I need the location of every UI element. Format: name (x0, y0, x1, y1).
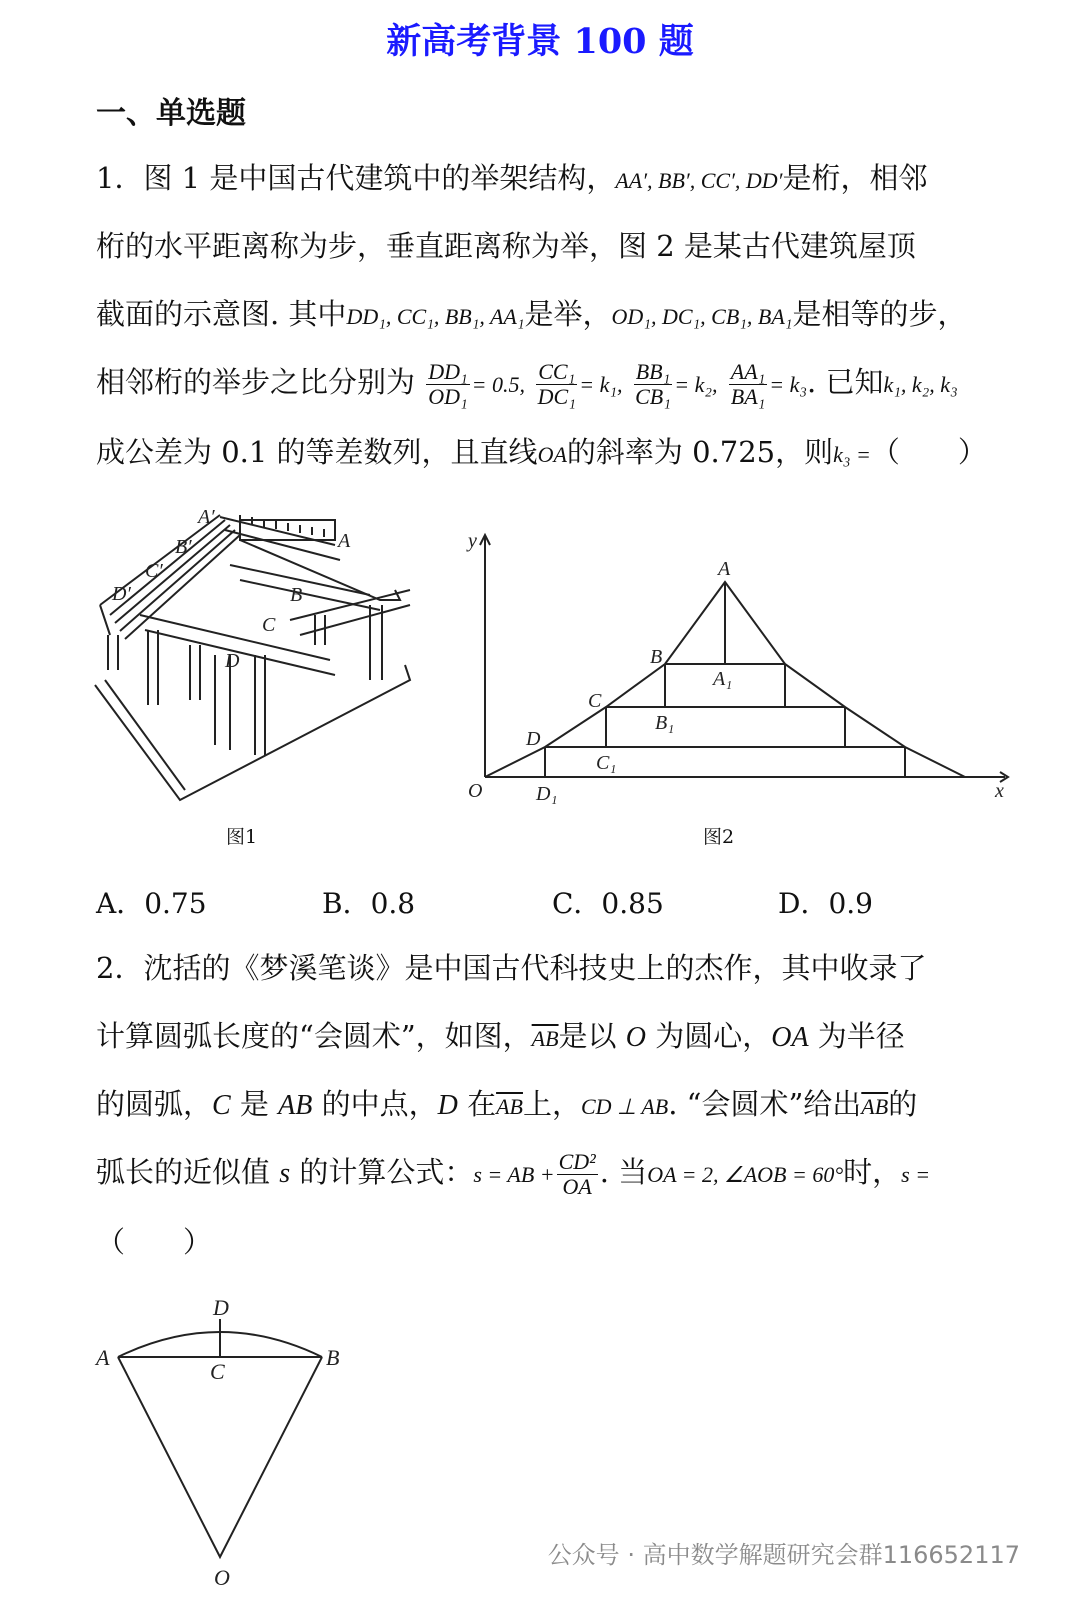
q2-line-1: 2．沈括的《梦溪笔谈》是中国古代科技史上的杰作，其中收录了 (96, 951, 927, 985)
arc-ab: $\overline{AB}$ (531, 1026, 559, 1051)
label-b1: B₁ (655, 712, 675, 734)
q2-text: 是 (239, 1087, 269, 1121)
math: C (212, 1090, 231, 1121)
math: k₃ = (833, 442, 871, 467)
numerator: AA₁ (730, 358, 766, 384)
label-c: C (210, 1359, 225, 1384)
label-c1: C₁ (596, 752, 617, 774)
label-a: A (338, 530, 351, 552)
numerator: DD₁ (428, 358, 468, 384)
q2-text: 的圆弧， (96, 1087, 213, 1121)
math: s (279, 1158, 291, 1189)
label-o: O (468, 780, 483, 802)
q1-line-5 (96, 432, 987, 475)
math: DD₁, CC₁, BB₁, AA₁ (346, 304, 525, 329)
q2-text: 为圆心， (655, 1019, 772, 1053)
q2-text: . 当 (599, 1155, 648, 1189)
math: = k₃ (769, 372, 808, 397)
section-heading: 一、单选题 (96, 96, 246, 131)
q2-text: 在 (467, 1087, 497, 1121)
watermark: 公众号 · 高中数学解题研究会群116652117 (547, 1541, 1020, 1569)
denominator: BA₁ (730, 383, 766, 409)
math: OD₁, DC₁, CB₁, BA₁ (611, 304, 793, 329)
q2-text: 的中点， (321, 1087, 438, 1121)
math: OA (537, 442, 567, 467)
q2-line-3 (96, 1084, 917, 1127)
axis-label-x: x (995, 780, 1004, 802)
option-b[interactable]: B．0.8 (322, 887, 416, 920)
math: OA (771, 1022, 809, 1053)
q1-line-3 (96, 294, 966, 337)
arc-ab: $\overline{AB}$ (861, 1094, 889, 1119)
label-b-prime: B′ (175, 536, 192, 558)
q2-text: 的 (888, 1087, 918, 1121)
math: AA′, BB′, CC′, DD′ (615, 168, 783, 193)
page-title: 新高考背景 100 题 (386, 21, 694, 62)
denominator: CB₁ (635, 383, 671, 409)
fraction (426, 360, 469, 409)
fraction (557, 1150, 598, 1199)
q1-text: 的斜率为 0.725，则 (566, 435, 834, 469)
q1-line-4 (96, 352, 958, 415)
q2-text: 计算圆弧长度的“会圆术”，如图， (96, 1019, 532, 1053)
math: CD ⊥ AB (580, 1094, 669, 1119)
q1-text: 成公差为 0.1 的等差数列，且直线 (96, 435, 538, 469)
q1-text: 是举， (524, 297, 612, 331)
numerator: CC₁ (538, 358, 576, 384)
label-a: A (96, 1345, 110, 1370)
q1-text: 是桁，相邻 (782, 161, 928, 195)
option-d[interactable]: D．0.9 (778, 887, 873, 920)
denominator: OD₁ (428, 383, 468, 409)
denominator: DC₁ (537, 383, 576, 409)
q2-text: 的计算公式： (299, 1155, 474, 1189)
arc-ab: $\overline{AB}$ (496, 1094, 523, 1119)
math: k₁, k₂, k₃ (883, 372, 958, 397)
label-b: B (290, 584, 303, 606)
math: AB (278, 1090, 313, 1121)
q1-text: 是相等的步， (792, 297, 967, 331)
math: = 0.5, (471, 372, 526, 397)
q2-text: 时， (843, 1155, 902, 1189)
q2-text: 是以 (558, 1019, 617, 1053)
label-a-prime: A′ (198, 506, 215, 528)
axis-label-y: y (468, 530, 477, 552)
q1-text: 截面的示意图. 其中 (96, 297, 347, 331)
label-d: D (526, 728, 541, 750)
label-d: D (213, 1295, 229, 1320)
label-d-prime: D′ (112, 583, 131, 605)
option-a[interactable]: A．0.75 (96, 887, 207, 920)
q1-line-2: 桁的水平距离称为步，垂直距离称为举，图 2 是某古代建筑屋顶 (96, 229, 916, 263)
answer-blank: （ ） (870, 435, 987, 469)
fraction (729, 360, 768, 409)
math: D (437, 1090, 458, 1121)
math: s = AB + (473, 1162, 555, 1187)
figure-sector (90, 1295, 370, 1595)
label-b: B (326, 1345, 340, 1370)
label-a1: A₁ (713, 668, 733, 690)
label-c: C (588, 690, 602, 712)
q2-text: 为半径 (817, 1019, 905, 1053)
denominator: OA (562, 1173, 592, 1199)
label-a: A (718, 558, 731, 580)
q2-text: . “会圆术”给出 (668, 1087, 862, 1121)
math: O (625, 1022, 647, 1053)
figure-2-caption: 图2 (703, 826, 735, 848)
label-c: C (262, 614, 276, 636)
radii (118, 1357, 322, 1557)
q2-line-4 (96, 1142, 930, 1205)
label-d1: D₁ (536, 783, 558, 805)
fraction (536, 360, 577, 409)
math: = k₁, (579, 372, 623, 397)
figure-2-diagram (460, 525, 1020, 815)
math: OA = 2, ∠AOB = 60° (647, 1162, 844, 1187)
label-c-prime: C′ (145, 560, 163, 582)
numerator: BB₁ (635, 358, 671, 384)
math: s = (901, 1162, 931, 1187)
q2-text: 上， (522, 1087, 581, 1121)
q1-line-1 (96, 158, 928, 201)
option-c[interactable]: C．0.85 (552, 887, 664, 920)
label-d: D (225, 650, 240, 672)
q2-text: 弧长的近似值 (96, 1155, 271, 1189)
q1-text: 1．图 1 是中国古代建筑中的举架结构， (96, 161, 616, 195)
figure-1-building (90, 505, 430, 805)
label-b: B (650, 646, 663, 668)
q2-line-2 (96, 1016, 905, 1059)
figure-1-caption: 图1 (226, 826, 258, 848)
q1-text: . 已知 (807, 365, 884, 399)
label-o: O (214, 1565, 230, 1590)
q1-text: 相邻桁的举步之比分别为 (96, 365, 416, 399)
math: = k₂, (674, 372, 718, 397)
q2-line-5: （ ） (96, 1225, 213, 1259)
fraction (634, 360, 673, 409)
numerator: CD² (558, 1148, 596, 1174)
